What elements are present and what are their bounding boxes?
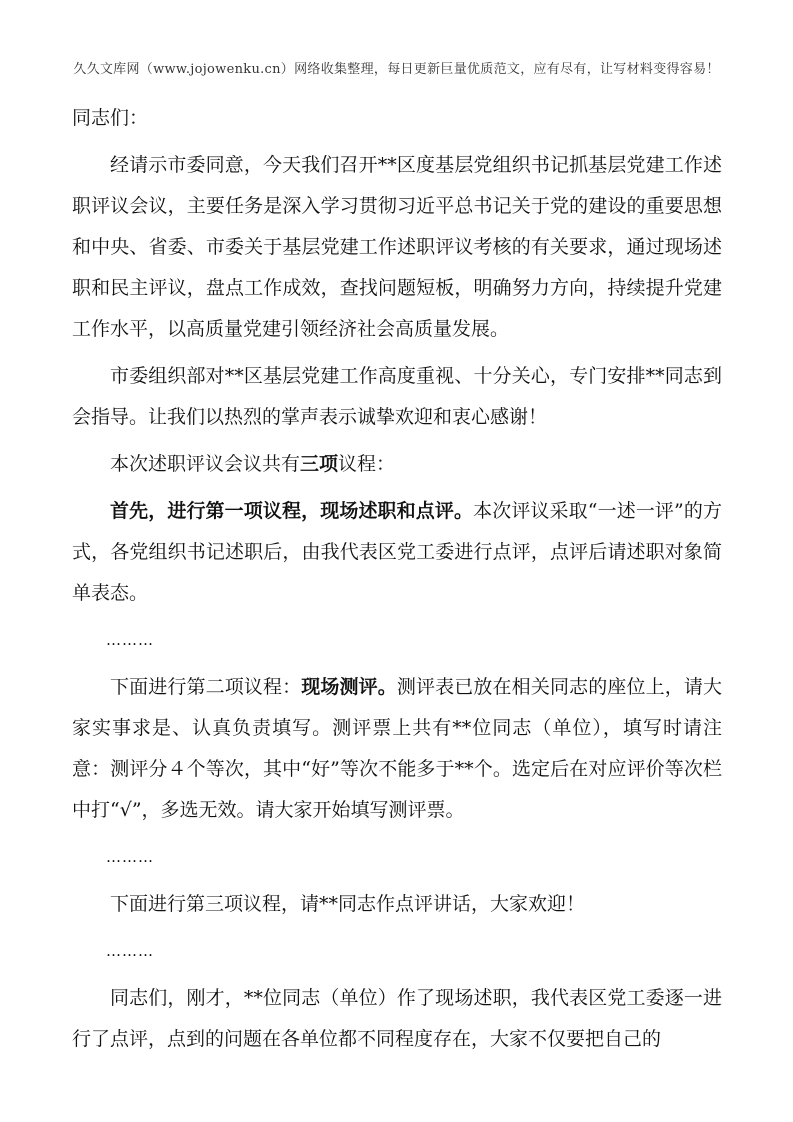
ellipsis-2: ……… — [106, 848, 154, 866]
paragraph-item-one — [72, 491, 722, 614]
paragraph-closing: 同志们，刚才，**位同志（单位）作了现场述职，我代表区党工委逐一进行了点评，点到的问题在各单位都不同程度存在，大家不仅要把自己的 — [72, 987, 722, 1050]
paragraph-item-two — [72, 667, 722, 831]
salutation: 同志们： — [72, 107, 149, 129]
agenda-text-before: 本次述职评议会议共有 — [110, 453, 301, 475]
paragraph-agenda — [72, 444, 722, 485]
paragraph-intro: 经请示市委同意，今天我们召开**区度基层党组织书记抓基层党建工作述职评议会议，主要任务是深入学习贯彻习近平总书记关于党的建设的重要思想和中央、省委、市委关于基层党建工作述职评议考核的有关要求，通过现场述职和民主评议，盘点工作成效，查找问题短板，明确努力方向，持续提升党建工作水平，以高质量党建引领经济社会高质量发展。 — [72, 154, 722, 340]
item-two-text: 测评表已放在相关同志的座位上，请大家实事求是、认真负责填写。测评票上共有**位同志（单位），填写时请注意：测评分４个等次，其中“好”等次不能多于**个。选定后在对应评价等次栏中打“√”，多选无效。请大家开始填写测评票。 — [72, 676, 722, 821]
ellipsis-3: ……… — [106, 942, 154, 960]
page-header: 久久文库网（www.jojowenku.cn）网络收集整理，每日更新巨量优质范文，应有尽有，让写材料变得容易！ — [73, 62, 720, 77]
item-one-text: 本次评议采取“一述一评”的方式，各党组织书记述职后，由我代表区党工委进行点评，点评后请述职对象简单表态。 — [72, 500, 722, 604]
ellipsis-1: ……… — [106, 631, 154, 649]
document-body — [72, 98, 722, 1066]
item-one-heading: 首先，进行第一项议程，现场述职和点评。 — [110, 500, 474, 522]
item-two-intro: 下面进行第二项议程： — [110, 676, 302, 698]
paragraph-welcome: 市委组织部对**区基层党建工作高度重视、十分关心，专门安排**同志到会指导。让我们以热烈的掌声表示诚挚欢迎和衷心感谢！ — [72, 365, 722, 428]
agenda-text-after: 议程： — [338, 453, 396, 475]
paragraph-item-three: 下面进行第三项议程，请**同志作点评讲话，大家欢迎！ — [110, 893, 586, 915]
agenda-count: 三项 — [300, 453, 339, 475]
item-two-heading: 现场测评。 — [301, 676, 397, 698]
